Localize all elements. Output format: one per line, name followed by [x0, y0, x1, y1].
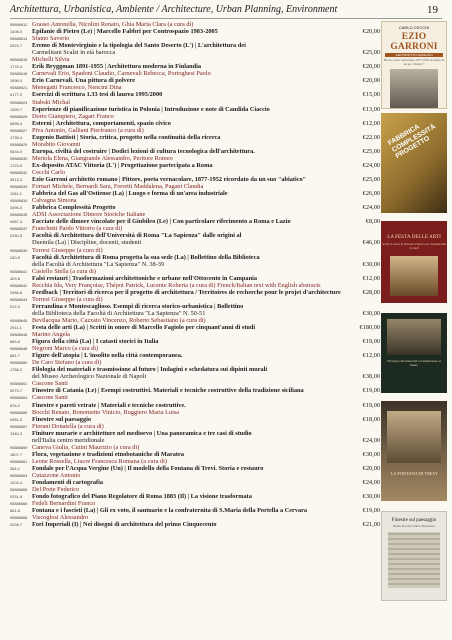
catalog-author: Bevilacqua Mario, Cazzato Vincenzo, Roberto Sebastiano (a cura di)	[32, 316, 206, 324]
page-header	[10, 4, 444, 18]
catalog-title-line	[10, 232, 380, 239]
catalog-price: €25,00	[362, 49, 380, 57]
catalog-code: 0087-4	[10, 219, 23, 225]
catalog-title-line	[10, 289, 380, 296]
catalog-price: €30,00	[362, 260, 380, 268]
catalog-price: €24,00	[362, 479, 380, 487]
catalog-title-line	[10, 63, 380, 70]
catalog-author: Menegatti Francesco, Nencini Dina	[32, 84, 122, 92]
catalog-code: 95888642	[10, 282, 28, 288]
catalog-price: €30,00	[362, 309, 380, 317]
catalog-title[interactable]: Finiture murarie e architetture nel medioevo | Una panoramica e tre casi di studio	[32, 429, 252, 437]
catalog-author-line	[10, 331, 380, 338]
catalog-code: 95888612	[10, 22, 28, 27]
catalog-title-line	[10, 261, 380, 268]
catalog-code: 95888615	[10, 57, 28, 63]
catalog-title[interactable]: Eremo di Montevirginio e la tipologia del Santo Deserto (L') | L'architettura dei	[32, 42, 246, 50]
catalog-title-line	[10, 162, 380, 169]
catalog-title: della Biblioteca della Facoltà di Architettura "La Sapienza" N. 50-51	[32, 309, 206, 317]
cover-authors: Renato Bocchi, Vinicio Bonometto	[392, 524, 436, 528]
catalog-code: 95888668	[10, 515, 28, 521]
catalog-price: €12,00	[362, 119, 380, 127]
catalog-author-line	[10, 127, 380, 134]
catalog-author: Carnevali Erio, Spadoni Claudio, Carnevali Rebecca, Portoghesi Paolo	[32, 70, 211, 78]
catalog-code: 1807-7	[10, 451, 23, 457]
catalog-code: 95888655	[10, 409, 28, 415]
catalog-author-line	[10, 268, 380, 275]
catalog-author: Marino Angela	[32, 331, 70, 339]
catalog-author: Cecchi Carlo	[32, 168, 66, 176]
catalog-code: 661-8	[10, 508, 20, 514]
catalog-author-line	[10, 444, 380, 451]
catalog-author: Dorio Giampiero, Zagari Franco	[32, 112, 114, 120]
catalog-title[interactable]: Esterni | Architettura, comportamenti, spazio civico	[32, 119, 171, 127]
catalog-author-line	[10, 345, 380, 352]
catalog-price: €26,00	[362, 190, 380, 198]
catalog-title-line	[10, 352, 380, 359]
catalog-title-line	[10, 451, 380, 458]
catalog-title[interactable]: Finestre sul paesaggio	[32, 415, 92, 423]
catalog-title[interactable]: Erik Bryggman 1891-1955 | Architettura moderna in Finlandia	[32, 63, 202, 71]
catalog-title-line	[10, 324, 380, 331]
catalog-code: 95888644	[10, 296, 28, 302]
page-number: 19	[427, 4, 438, 16]
catalog-author-line	[10, 225, 380, 232]
catalog-price: €20,00	[362, 77, 380, 85]
catalog-title[interactable]: Esperienze di pianificazione turistica in Polonia | Introduzione e note di Candida Ciaccio	[32, 105, 270, 113]
cover-tagline: Pittore, poeta vernacolare, 1877-1952 ricordato da un suo "abiatico"	[383, 58, 445, 66]
catalog-author-line	[10, 500, 380, 507]
catalog-author-line	[10, 282, 380, 289]
catalog-title[interactable]: Finestre e pareti vetrate | Materiali e tecniche costruttive.	[32, 401, 186, 409]
catalog-title[interactable]: Fondale per l'Acqua Vergine (Un) | Il modello della Fontana di Trevi. Storia e restauro	[32, 464, 264, 472]
catalog-code: 95888657	[10, 423, 28, 429]
catalog-title-line	[10, 49, 380, 56]
catalog-code: 95888613	[10, 36, 28, 42]
catalog-code: 0028-7	[10, 522, 23, 528]
catalog-code: 876-2	[10, 402, 20, 408]
catalog-author-line	[10, 155, 380, 162]
catalog-author-line	[10, 35, 380, 42]
catalog-title-line	[10, 416, 380, 423]
catalog-title-line	[10, 479, 380, 486]
catalog-code: 95888633	[10, 184, 28, 190]
catalog-code: 95888663	[10, 473, 28, 478]
catalog-author: Piva Antonio, Galliani Pierfranco (a cura di)	[32, 126, 144, 134]
catalog-code: 665-6	[10, 339, 20, 345]
catalog-author: Calvagna Simona	[32, 197, 77, 205]
catalog-title-line	[10, 120, 380, 127]
catalog-author-line	[10, 56, 380, 63]
catalog-title[interactable]: Figure dell'atopia | L'insolito nella città contemporanea.	[32, 352, 183, 360]
catalog-code: 3913-3	[10, 177, 23, 183]
catalog-code: 1399-7	[10, 106, 23, 112]
catalog-title[interactable]: Finestre di Catania (Le) | Esempi costruttivi. Materiali e tecniche costruttive della tradizione siciliana	[32, 387, 304, 395]
catalog-title-line	[10, 507, 380, 514]
catalog-price: €22,00	[362, 133, 380, 141]
catalog-code: 95888650	[10, 360, 28, 366]
catalog-title: Duemila (La) | Discipline, docenti, studenti	[32, 239, 142, 247]
catalog-author: Del Prete Federico	[32, 486, 80, 494]
catalog-author-line	[10, 380, 380, 387]
catalog-title-line	[10, 148, 380, 155]
book-cover-ezio-garroni[interactable]	[381, 21, 447, 109]
catalog-title-line	[10, 28, 380, 35]
catalog-code: 95888639	[10, 247, 28, 253]
catalog-author-line	[10, 296, 380, 303]
catalog-code: 95888629	[10, 141, 28, 147]
catalog-author: Morabito Giovanni	[32, 140, 81, 148]
catalog-code: 0695-4	[10, 120, 23, 126]
catalog-code: 354-1	[10, 465, 20, 471]
catalog-code: 1758-2	[10, 367, 23, 373]
cover-title: LA FESTA DELLE ARTI	[387, 234, 441, 240]
catalog-price: €19,00	[362, 338, 380, 346]
catalog-title[interactable]: Fondo fotografico del Piano Regolatore di Roma 1883 (Il) | La visione trasformata	[32, 493, 252, 501]
catalog-author-line	[10, 409, 380, 416]
catalog-price: €18,00	[362, 415, 380, 423]
header-divider	[10, 18, 442, 19]
catalog-code: 681-7	[10, 353, 20, 359]
catalog-title[interactable]: Fabbrica Complessità Progetto	[32, 204, 116, 212]
catalog-code: 95888624	[10, 99, 28, 105]
catalog-title[interactable]: Flora, vegetazione e tradizioni etnobotaniche di Maratea	[32, 450, 184, 458]
catalog-author: Grasso Antonella, Nicolini Renato, Ghia Maria Clara (a cura di)	[32, 21, 194, 28]
catalog-code: 0981-5	[10, 416, 23, 422]
catalog-author: Cascone Santi	[32, 380, 68, 388]
catalog-code: 95888627	[10, 127, 28, 133]
catalog-title-line	[10, 42, 380, 49]
catalog-author: Canevа Giulia, Cutini Maurizio (a cura di)	[32, 443, 140, 451]
catalog-author: Viscoglosi Alessandro	[32, 514, 89, 522]
catalog-title[interactable]: Facciate delle dimore vincolate per il Giubileo (Le) | Con particolare riferimento a Roma e Lazio	[32, 218, 291, 226]
catalog-code: 1340-3	[10, 430, 23, 436]
catalog-author: Franchetti Pardo Vittorio (a cura di)	[32, 225, 123, 233]
catalog-title: nell'Italia centro meridionale	[32, 436, 105, 444]
catalog-code: 3496-5	[10, 205, 23, 211]
catalog-author-line	[10, 99, 380, 106]
cover-subtitle: Scritti in onore di Marcello Fagiolo per cinquant'anni di studi	[382, 242, 446, 250]
catalog-code: 95888661	[10, 458, 28, 464]
catalog-code: 95888626	[10, 113, 28, 119]
catalog-price: €19,00	[362, 401, 380, 409]
catalog-code: 2911-1	[10, 325, 22, 331]
catalog-title[interactable]: Fontana e i fascisti (La) | Gli ex voto, il santuario e la confraternita di S.Maria della Portella a Cervara	[32, 507, 308, 515]
catalog-title-line	[10, 338, 380, 345]
cover-photo	[387, 319, 441, 355]
catalog-code: 95888648	[10, 346, 28, 352]
catalog-price: €19,00	[362, 507, 380, 515]
catalog-code: 95888666	[10, 501, 28, 507]
catalog-code: 95888618	[10, 71, 28, 77]
catalog-price: €28,00	[362, 288, 380, 296]
catalog-author: Mertola Elena, Giangrande Alessandro, Peritore Romeo	[32, 154, 173, 162]
catalog-title-line	[10, 134, 380, 141]
catalog-title-line	[10, 402, 380, 409]
catalog-author-line	[10, 423, 380, 430]
catalog-author-line	[10, 169, 380, 176]
catalog-title-line	[10, 106, 380, 113]
catalog-title-line	[10, 275, 380, 282]
catalog-code: 95888634	[10, 198, 28, 204]
catalog-code: 0073-7	[10, 388, 23, 394]
catalog-author: Recchia Ida, Very Françoise, Thépot Patrick, Lucente Roberta (a cura di) French/Italian text with English abstracts	[32, 281, 321, 289]
catalog-code: 95888635	[10, 212, 28, 218]
cover-title: EZIO GARRONI	[390, 32, 438, 52]
catalog-title[interactable]: Eugenio Battisti | Storia, critica, progetto nella continuità della ricerca	[32, 133, 221, 141]
catalog-author: Stabski Michal	[32, 98, 70, 106]
catalog-title[interactable]: Fondamenti di cartografia	[32, 479, 104, 487]
cover-subtitle: ARCHITETTO ROMANO	[385, 53, 443, 57]
catalog-price: €12,00	[362, 274, 380, 282]
catalog-author-line	[10, 197, 380, 204]
catalog-title[interactable]: Facoltà di Architettura dell'Università di Roma "La Sapienza" dalle origini al	[32, 232, 242, 240]
catalog-code: 95888632	[10, 169, 28, 175]
catalog-price: €24,00	[362, 204, 380, 212]
cover-photo	[388, 532, 440, 588]
catalog-title-line	[10, 190, 380, 197]
catalog-price: €180,00	[359, 324, 380, 332]
catalog-title[interactable]: Festa delle arti (La) | Scritti in onore di Marcello Fagiolo per cinquant'anni di studi	[32, 324, 256, 332]
catalog-code: 1154-2	[10, 191, 22, 197]
catalog-author-line	[10, 21, 380, 28]
catalog-code: 95888665	[10, 487, 28, 493]
catalog-author-line	[10, 472, 380, 479]
catalog-title-line	[10, 254, 380, 261]
catalog-title[interactable]: Erio Carnevali. Una pittura di polvere	[32, 77, 136, 85]
catalog-code: 429-8	[10, 275, 20, 281]
catalog-code: 1735-4	[10, 134, 23, 140]
catalog-author: Sfamo Saverio	[32, 35, 70, 43]
catalog-price: €20,00	[362, 63, 380, 71]
catalog-title-line	[10, 77, 380, 84]
catalog-code: 1778-4	[10, 64, 23, 70]
cover-photo	[387, 411, 441, 463]
catalog-author-line	[10, 514, 380, 521]
catalog-code: 95888645	[10, 317, 28, 323]
catalog-author: Torresi Giuseppe (a cura di)	[32, 246, 103, 254]
catalog-author-line	[10, 394, 380, 401]
book-cover-finestre-paesaggio[interactable]	[381, 511, 447, 601]
catalog-code: 512-3	[10, 303, 20, 309]
catalog-price: €12,00	[362, 352, 380, 360]
book-cover-filologia[interactable]	[381, 313, 447, 393]
catalog-list	[10, 21, 380, 528]
catalog-title[interactable]: Facoltà di Architettura di Roma progetta la sua sede (La) | Bollettino della Biblioteca	[32, 253, 260, 261]
catalog-price: €46,00	[362, 239, 380, 247]
catalog-title: del Museo Archeologico Nazionale di Napoli	[32, 373, 147, 381]
catalog-title[interactable]: Europa, civiltà del costruire | Dodici lezioni di cultura tecnologica dell'architettura.	[32, 147, 255, 155]
catalog-author-line	[10, 458, 380, 465]
catalog-author: Fedeli Bernardini Franco	[32, 500, 96, 508]
catalog-author: Michelli Silvia	[32, 56, 70, 64]
catalog-title-line	[10, 493, 380, 500]
catalog-author: Negroni Marco (a cura di)	[32, 345, 99, 353]
catalog-title-line	[10, 465, 380, 472]
catalog-price: €24,00	[362, 161, 380, 169]
catalog-author: Cascone Santi	[32, 394, 68, 402]
catalog-author: Leone Rossella, Liucre Francesca Romana (a cura di)	[32, 457, 167, 465]
catalog-code: 0634-0	[10, 148, 23, 154]
catalog-author-line	[10, 84, 380, 91]
catalog-code: 95888659	[10, 444, 28, 450]
catalog-code: 0177-2	[10, 92, 23, 98]
catalog-title-line	[10, 204, 380, 211]
catalog-title: della Facoltà di Architettura "La Sapienza" N. 38-39	[32, 260, 165, 268]
catalog-author: Torresi Giuseppe (a cura di)	[32, 295, 103, 303]
catalog-author-line	[10, 183, 380, 190]
catalog-title-line	[10, 218, 380, 225]
catalog-price: €20,00	[362, 28, 380, 36]
catalog-author-line	[10, 70, 380, 77]
catalog-code: 0251-9	[10, 494, 23, 500]
cover-title: Finestre sul paesaggio	[391, 518, 437, 523]
catalog-price: €30,00	[362, 493, 380, 501]
catalog-code: 1408-0	[10, 29, 23, 35]
catalog-title[interactable]: Filologia dei materiali e trasmissione al futuro | Indagini e schedatura sui dipinti murali	[32, 366, 268, 374]
catalog-price: €38,00	[362, 373, 380, 381]
catalog-title-line	[10, 303, 380, 310]
catalog-author-line	[10, 359, 380, 366]
catalog-price: €19,00	[362, 387, 380, 395]
catalog-title[interactable]: Esercizi di scrittura 1.33 tesi di laurea 1995/2000	[32, 91, 163, 99]
page-header-title: Architettura, Urbanistica, Ambiente / Architecture, Urban Planning, Environment	[10, 4, 338, 15]
catalog-price: €24,00	[362, 436, 380, 444]
catalog-author-line	[10, 141, 380, 148]
catalog-title[interactable]: Figura della città (La) | I catasti storici in Italia	[32, 338, 159, 346]
catalog-code: 95888646	[10, 332, 28, 338]
catalog-price: €25,00	[362, 176, 380, 184]
catalog-author-line	[10, 247, 380, 254]
catalog-code: 95888621	[10, 85, 28, 91]
catalog-title[interactable]: Feedback | Territori di ricerca per il progetto di architettura / Territoires de recherche pour le projet d'architecture	[32, 288, 341, 296]
catalog-code: 95888637	[10, 226, 28, 232]
catalog-title: Carmelitani Scalzi in età barocca	[32, 49, 116, 57]
catalog-title-line	[10, 387, 380, 394]
catalog-code: 1723-0	[10, 162, 23, 168]
catalog-author-line	[10, 486, 380, 493]
book-cover-festa-delle-arti[interactable]	[381, 221, 447, 303]
catalog-author-line	[10, 113, 380, 120]
catalog-author-line	[10, 317, 380, 324]
catalog-code: 95888651	[10, 381, 28, 387]
catalog-code: 0323-7	[10, 43, 23, 49]
catalog-title-line	[10, 310, 380, 317]
catalog-price: €8,00	[365, 218, 380, 226]
catalog-title[interactable]: Epifanie di Pietro (Le) | Marcello Fabbri per Controspazio 1983-2005	[32, 28, 218, 36]
catalog-title[interactable]: Falsi restauri | Trasformazioni architettoniche e urbane nell'Ottocento in Campania	[32, 274, 257, 282]
catalog-code: 95888630	[10, 155, 28, 161]
catalog-author: Bocchi Renato, Bonometto Vinicio, Ruggiero Maria Luisa	[32, 408, 180, 416]
catalog-title[interactable]: Fori Imperiali (I) | Nei disegni di architettura del primo Cinquecento	[32, 521, 217, 529]
catalog-author-line	[10, 211, 380, 218]
catalog-title[interactable]: Ex-deposito ATAC Vittoria (L') | Progettazione partecipata a Roma	[32, 161, 213, 169]
catalog-title-line	[10, 521, 380, 528]
cover-title: Filologia dei materiali e trasmissione al futuro	[387, 359, 441, 367]
cover-photo	[390, 256, 438, 296]
catalog-code: 95888641	[10, 268, 28, 274]
catalog-title[interactable]: Ferrandina e Montescaglioso. Esempi di ricerca storico-urbanistica | Bollettino	[32, 302, 244, 310]
catalog-title-line	[10, 366, 380, 373]
catalog-code: 240-5	[10, 254, 20, 260]
catalog-price: €13,00	[362, 105, 380, 113]
book-cover-fontana-trevi[interactable]	[381, 401, 447, 501]
catalog-title-line	[10, 373, 380, 380]
catalog-author: De Caro Stefano (a cura di)	[32, 359, 102, 367]
catalog-author: Casiello Stella (a cura di)	[32, 267, 96, 275]
catalog-title[interactable]: Fabbrica del Gas all'Ostiense (La) | Luogo e forma di un'area industriale	[32, 190, 228, 198]
catalog-price: €25,00	[362, 147, 380, 155]
cover-photo	[390, 69, 438, 109]
cover-title: FABBRICA COMPLESSITÀ PROGETTO	[387, 123, 437, 161]
catalog-author: Fornari Michele, Bernardi Sara, Ferretti Maddalena, Pagani Claudia	[32, 183, 204, 191]
catalog-price: €20,00	[362, 464, 380, 472]
catalog-title-line	[10, 430, 380, 437]
cover-title: LA FONTANA DI TREVI	[390, 471, 438, 476]
catalog-author: Fiorani Donatella (a cura di)	[32, 422, 104, 430]
catalog-title[interactable]: Ezio Garroni architetto romano | Pittore, poeta vernacolare, 1877-1952 ricordato da un suo "abiatico"	[32, 176, 307, 184]
catalog-price: €21,00	[362, 521, 380, 529]
catalog-author: ADSI Associazione Dimore Storiche Italiane	[32, 211, 146, 219]
catalog-title-line	[10, 91, 380, 98]
catalog-title-line	[10, 437, 380, 444]
catalog-code: 2986-8	[10, 289, 23, 295]
catalog-title-line	[10, 176, 380, 183]
catalog-author: Cutazzone Antonio	[32, 472, 81, 479]
catalog-price: €30,00	[362, 450, 380, 458]
cover-publisher: CARLO CECCHI	[398, 25, 430, 30]
catalog-title-line	[10, 239, 380, 246]
catalog-code: 1202-4	[10, 480, 23, 486]
book-cover-fabbrica[interactable]	[381, 113, 447, 213]
catalog-price: €15,00	[362, 91, 380, 99]
catalog-code: 95888654	[10, 395, 28, 401]
catalog-code: 1596-0	[10, 78, 23, 84]
catalog-code: 0150-5	[10, 233, 23, 239]
